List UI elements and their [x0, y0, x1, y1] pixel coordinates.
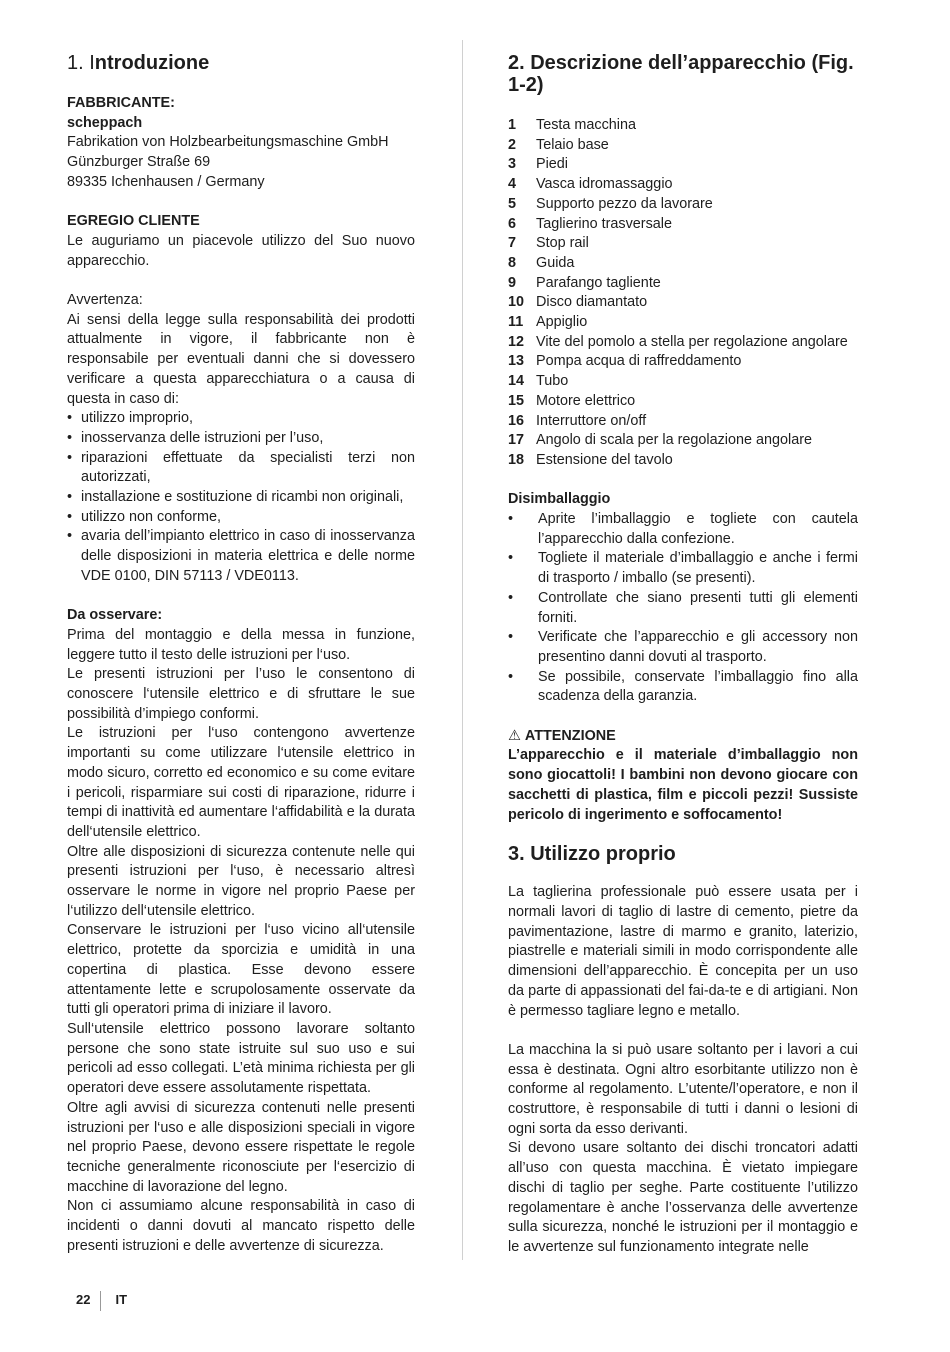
list-item: • utilizzo non conforme,	[67, 508, 415, 528]
observe-paragraph: Le presenti istruzioni per l’uso le consentono di conoscere l‘utensile elettrico e di sfruttare le sue possibilità d’impiego conformi.	[67, 666, 415, 722]
customer-heading: EGREGIO CLIENTE	[67, 213, 200, 230]
unpack-heading: Disimballaggio	[508, 491, 611, 508]
unpack-list	[508, 510, 858, 707]
use-paragraph: La taglierina professionale può essere usata per i normali lavori di taglio di lastre di cemento, pietre da pavimentazione, lastre di marmo e granito, laterizio, piastrelle e materiali simili in modo corrispondente alle dimensioni dell’apparecchio. È concepita per un uso da parte di appassionati del fai-da-te e di artigiani. Non è permesso tagliare legno e metallo.	[508, 884, 858, 1019]
list-item: 18 Estensione del tavolo	[508, 451, 673, 468]
list-item: • inosservanza delle istruzioni per l’uso,	[67, 429, 415, 449]
list-item: • Togliete il materiale d’imballaggio e anche i fermi di trasporto / imballo (se presenti).	[508, 549, 858, 588]
column-divider	[462, 40, 463, 1260]
footer-divider	[100, 1291, 101, 1311]
warning-list	[67, 409, 415, 586]
list-item: 16 Interruttore on/off	[508, 412, 647, 429]
warning-triangle-icon: ⚠	[508, 727, 521, 744]
left-column	[67, 50, 415, 1256]
list-item: 7 Stop rail	[508, 235, 589, 252]
list-item: 1 Testa macchina	[508, 117, 636, 133]
list-item: • Aprite l’imballaggio e togliete con cautela l’apparecchio dalla confezione.	[508, 510, 858, 549]
list-item: • Verificate che l’apparecchio e gli accessory non presentino danni dovuti al trasporto.	[508, 628, 858, 667]
section-3-title: 3. Utilizzo proprio	[508, 843, 676, 866]
list-item: • Se possibile, conservate l’imballaggio fino alla scadenza della garanzia.	[508, 668, 858, 707]
list-item: 8 Guida	[508, 254, 575, 271]
observe-paragraph: Sull‘utensile elettrico possono lavorare soltanto persone che sono state istruite sul suo uso e sui pericoli ad esso collegati. L’età minima richiesta per gli operatori deve essere assolutamente rispettata.	[67, 1021, 415, 1097]
list-item: 11 Appiglio	[508, 314, 588, 331]
company-city: 89335 Ichenhausen / Germany	[67, 173, 265, 190]
section-1-title	[67, 52, 415, 74]
attention-text: L’apparecchio e il materiale d’imballaggio non sono giocattoli! I bambini non devono giocare con sacchetti di plastica, film e piccoli pezzi! Sussiste pericolo di ingerimento e soffocamento!	[508, 747, 858, 823]
page-number: 22	[76, 1292, 91, 1307]
warning-text: Ai sensi della legge sulla responsabilità dei prodotti attualmente in vigore, il fabbricante non è responsabile per eventuali danni che si dovessero verificare a questa apparecchiatura o a causa di questa in caso di:	[67, 311, 415, 407]
observe-paragraph: Conservare le istruzioni per l‘uso vicino all‘utensile elettrico, protette da sporcizia e umidità in una copertina di plastica. Esse devono essere attentamente lette e scrupolosamente osservate da tutti gli operatori prima di iniziare il lavoro.	[67, 922, 415, 1018]
parts-list	[508, 116, 858, 471]
section-1-title-text: ntroduzione	[94, 52, 210, 74]
use-paragraph: La macchina la si può usare soltanto per i lavori a cui essa è destinata. Ogni altro esorbitante utilizzo non è conforme al regolamento. L’utente/l’operatore, e non il costruttore, è responsabile di tutti i danni o lesioni di ogni sorta da esso derivanti.	[508, 1041, 858, 1137]
observe-paragraph: Non ci assumiamo alcune responsabilità in caso di incidenti o danni dovuti al mancato rispetto delle presenti istruzioni e delle avvertenze di sicurezza.	[67, 1198, 415, 1254]
observe-paragraph: Le istruzioni per l‘uso contengono avvertenze importanti su come utilizzare l‘utensile elettrico in modo sicuro, corretto ed economico e su come evitare i pericoli, risparmiare sui costi di riparazione, ridurre i tempi di inattività ed aumentare l‘affidabilità e la durata dell‘utensile elettrico.	[67, 725, 415, 840]
use-paragraph: Si devono usare soltanto dei dischi troncatori adatti all’uso con questa macchina. È vietato impiegare dischi di taglio per seghe. Parte costituente l’utilizzo regolamentare è anche l’osservanza delle avvertenze sulla sicurezza, nonché le istruzioni per il montaggio e le avvertenze sul funzionamento integrate nelle	[508, 1140, 858, 1255]
list-item: 9 Parafango tagliente	[508, 274, 661, 291]
list-item: 4 Vasca idromassaggio	[508, 176, 673, 193]
brand-name: scheppach	[67, 114, 143, 131]
observe-paragraph: Oltre agli avvisi di sicurezza contenuti nelle presenti istruzioni per l‘uso e alle disposizioni speciali in vigore nel proprio Paese, devono essere rispettate le regole tecniche generalmente riconosciute per l‘esercizio di macchine di lavorazione del legno.	[67, 1099, 415, 1195]
list-item: 5 Supporto pezzo da lavorare	[508, 195, 713, 212]
company-name: Fabrikation von Holzbearbeitungsmaschine GmbH	[67, 134, 389, 151]
attention-heading: ⚠ ATTENZIONE	[508, 727, 616, 744]
observe-paragraph: Prima del montaggio e della messa in funzione, leggere tutto il testo delle istruzioni per l‘uso.	[67, 626, 415, 663]
list-item: • avaria dell’impianto elettrico in caso di inosservanza delle disposizioni in materia elettrica e delle norme VDE 0100, DIN 57113 / VDE0113.	[67, 527, 415, 586]
page-footer	[76, 1290, 127, 1310]
list-item: 3 Piedi	[508, 156, 568, 173]
customer-text: Le auguriamo un piacevole utilizzo del Suo nuovo apparecchio.	[67, 232, 415, 269]
company-street: Günzburger Straße 69	[67, 154, 211, 171]
right-column	[508, 50, 858, 1258]
list-item: 12 Vite del pomolo a stella per regolazione angolare	[508, 333, 848, 350]
list-item: • riparazioni effettuate da specialisti terzi non autorizzati,	[67, 449, 415, 488]
list-item: 14 Tubo	[508, 373, 569, 390]
list-item: 15 Motore elettrico	[508, 392, 636, 409]
list-item: 17 Angolo di scala per la regolazione angolare	[508, 432, 813, 449]
list-item: 13 Pompa acqua di raffreddamento	[508, 353, 742, 370]
section-1-number: 1. I	[67, 52, 95, 74]
list-item: 6 Taglierino trasversale	[508, 215, 672, 232]
observe-heading: Da osservare:	[67, 607, 163, 624]
list-item: • Controllate che siano presenti tutti gli elementi forniti.	[508, 589, 858, 628]
language-code: IT	[115, 1292, 128, 1307]
warning-label: Avvertenza:	[67, 292, 143, 308]
list-item: • utilizzo improprio,	[67, 409, 415, 429]
list-item: 2 Telaio base	[508, 136, 609, 153]
list-item: 10 Disco diamantato	[508, 294, 648, 311]
list-item: • installazione e sostituzione di ricambi non originali,	[67, 488, 415, 508]
manufacturer-heading: FABBRICANTE:	[67, 95, 175, 111]
section-2-title: 2. Descrizione dell’apparecchio (Fig. 1-2)	[508, 52, 854, 96]
observe-paragraph: Oltre alle disposizioni di sicurezza contenute nelle qui presenti istruzioni per l‘uso, è necessario altresì osservare le norme in vigore nel proprio Paese per l‘utilizzo dell‘utensile elettrico.	[67, 843, 415, 919]
